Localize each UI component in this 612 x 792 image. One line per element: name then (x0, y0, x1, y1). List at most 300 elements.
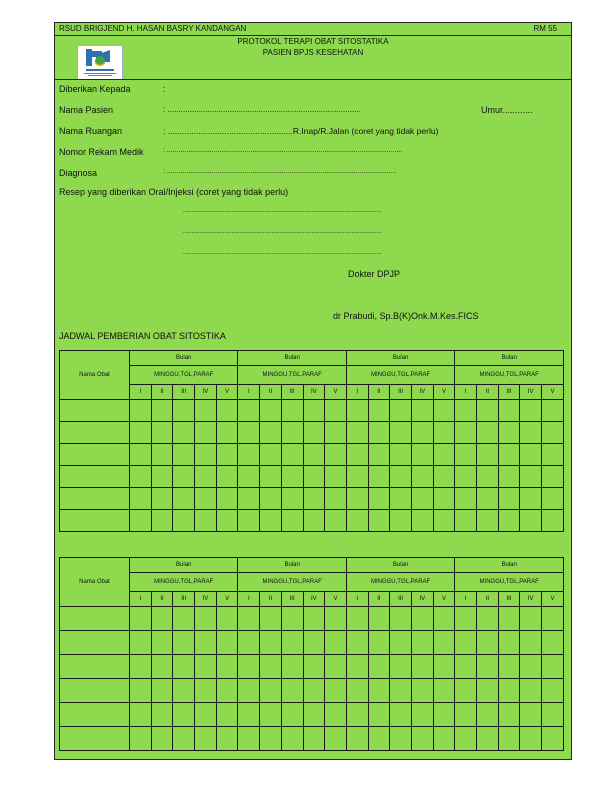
week-entry-cell[interactable] (520, 444, 542, 466)
week-entry-cell[interactable] (195, 400, 217, 422)
week-entry-cell[interactable] (455, 400, 477, 422)
week-entry-cell[interactable] (346, 488, 368, 510)
week-entry-cell[interactable] (216, 727, 238, 751)
week-entry-cell[interactable] (433, 400, 455, 422)
week-iii: III (390, 592, 412, 607)
week-entry-cell[interactable] (411, 400, 433, 422)
week-entry-cell[interactable] (216, 679, 238, 703)
doctor-name: dr Prabudi, Sp.B(K)Onk.M.Kes.FICS (333, 311, 479, 321)
week-entry-cell[interactable] (325, 466, 347, 488)
week-entry-cell[interactable] (303, 727, 325, 751)
week-entry-cell[interactable] (498, 422, 520, 444)
week-entry-cell[interactable] (542, 655, 564, 679)
week-entry-cell[interactable] (216, 655, 238, 679)
week-entry-cell[interactable] (368, 679, 390, 703)
week-entry-cell[interactable] (260, 510, 282, 532)
week-entry-cell[interactable] (238, 607, 260, 631)
week-entry-cell[interactable] (195, 631, 217, 655)
week-entry-cell[interactable] (238, 488, 260, 510)
week-entry-cell[interactable] (130, 655, 152, 679)
week-entry-cell[interactable] (346, 400, 368, 422)
bulan-header: Bulan (130, 558, 238, 573)
medication-name-cell[interactable] (60, 631, 130, 655)
bulan-header: Bulan (238, 351, 346, 366)
week-entry-cell[interactable] (195, 488, 217, 510)
week-entry-cell[interactable] (195, 444, 217, 466)
week-entry-cell[interactable] (325, 510, 347, 532)
week-entry-cell[interactable] (173, 510, 195, 532)
resep-line-3[interactable]: ....................................................................................................................... (183, 250, 382, 256)
week-entry-cell[interactable] (303, 400, 325, 422)
week-iii: III (173, 592, 195, 607)
week-entry-cell[interactable] (281, 631, 303, 655)
week-entry-cell[interactable] (520, 510, 542, 532)
week-entry-cell[interactable] (542, 679, 564, 703)
medication-name-cell[interactable] (60, 655, 130, 679)
week-entry-cell[interactable] (433, 444, 455, 466)
medication-name-cell[interactable] (60, 466, 130, 488)
week-entry-cell[interactable] (390, 444, 412, 466)
week-iv: IV (195, 592, 217, 607)
week-entry-cell[interactable] (433, 703, 455, 727)
week-entry-cell[interactable] (260, 422, 282, 444)
week-entry-cell[interactable] (411, 466, 433, 488)
week-entry-cell[interactable] (368, 703, 390, 727)
week-entry-cell[interactable] (325, 727, 347, 751)
bulan-header: Bulan (346, 351, 454, 366)
week-entry-cell[interactable] (130, 488, 152, 510)
week-entry-cell[interactable] (303, 607, 325, 631)
week-entry-cell[interactable] (173, 488, 195, 510)
week-entry-cell[interactable] (390, 466, 412, 488)
week-entry-cell[interactable] (498, 703, 520, 727)
week-entry-cell[interactable] (281, 466, 303, 488)
week-entry-cell[interactable] (216, 510, 238, 532)
week-entry-cell[interactable] (498, 607, 520, 631)
week-entry-cell[interactable] (281, 400, 303, 422)
week-entry-cell[interactable] (325, 488, 347, 510)
week-entry-cell[interactable] (455, 510, 477, 532)
week-entry-cell[interactable] (498, 510, 520, 532)
week-entry-cell[interactable] (151, 400, 173, 422)
week-entry-cell[interactable] (260, 655, 282, 679)
week-entry-cell[interactable] (173, 422, 195, 444)
week-entry-cell[interactable] (130, 510, 152, 532)
week-entry-cell[interactable] (260, 703, 282, 727)
week-entry-cell[interactable] (542, 422, 564, 444)
week-entry-cell[interactable] (260, 727, 282, 751)
week-entry-cell[interactable] (433, 422, 455, 444)
week-entry-cell[interactable] (498, 727, 520, 751)
week-entry-cell[interactable] (390, 703, 412, 727)
week-entry-cell[interactable] (238, 727, 260, 751)
week-entry-cell[interactable] (238, 679, 260, 703)
week-entry-cell[interactable] (411, 607, 433, 631)
week-entry-cell[interactable] (455, 488, 477, 510)
week-entry-cell[interactable] (238, 631, 260, 655)
week-v: V (325, 592, 347, 607)
header-divider (55, 79, 571, 80)
medication-name-cell[interactable] (60, 607, 130, 631)
week-entry-cell[interactable] (130, 703, 152, 727)
bulan-header: Bulan (346, 558, 454, 573)
week-entry-cell[interactable] (130, 631, 152, 655)
week-entry-cell[interactable] (411, 655, 433, 679)
week-entry-cell[interactable] (368, 655, 390, 679)
doctor-title: Dokter DPJP (348, 269, 401, 279)
medication-name-cell[interactable] (60, 444, 130, 466)
week-entry-cell[interactable] (477, 488, 499, 510)
week-entry-cell[interactable] (216, 400, 238, 422)
week-ii: II (260, 592, 282, 607)
week-entry-cell[interactable] (325, 444, 347, 466)
week-entry-cell[interactable] (281, 655, 303, 679)
week-entry-cell[interactable] (411, 444, 433, 466)
week-entry-cell[interactable] (368, 631, 390, 655)
week-entry-cell[interactable] (325, 679, 347, 703)
week-entry-cell[interactable] (281, 607, 303, 631)
week-entry-cell[interactable] (368, 444, 390, 466)
week-entry-cell[interactable] (390, 631, 412, 655)
week-entry-cell[interactable] (216, 631, 238, 655)
week-entry-cell[interactable] (151, 510, 173, 532)
week-entry-cell[interactable] (151, 466, 173, 488)
week-entry-cell[interactable] (520, 655, 542, 679)
week-entry-cell[interactable] (195, 679, 217, 703)
umur-field[interactable]: Umur............ (481, 105, 533, 115)
week-entry-cell[interactable] (260, 400, 282, 422)
medication-name-cell[interactable] (60, 400, 130, 422)
week-entry-cell[interactable] (477, 400, 499, 422)
week-entry-cell[interactable] (542, 466, 564, 488)
week-entry-cell[interactable] (281, 422, 303, 444)
week-entry-cell[interactable] (433, 679, 455, 703)
week-entry-cell[interactable] (390, 679, 412, 703)
week-entry-cell[interactable] (346, 607, 368, 631)
week-entry-cell[interactable] (216, 607, 238, 631)
week-entry-cell[interactable] (173, 679, 195, 703)
week-entry-cell[interactable] (216, 422, 238, 444)
week-entry-cell[interactable] (346, 679, 368, 703)
week-entry-cell[interactable] (130, 400, 152, 422)
week-entry-cell[interactable] (520, 466, 542, 488)
week-entry-cell[interactable] (433, 655, 455, 679)
week-entry-cell[interactable] (173, 607, 195, 631)
week-entry-cell[interactable] (455, 703, 477, 727)
week-entry-cell[interactable] (368, 466, 390, 488)
week-entry-cell[interactable] (390, 655, 412, 679)
week-entry-cell[interactable] (455, 444, 477, 466)
week-entry-cell[interactable] (390, 422, 412, 444)
week-entry-cell[interactable] (477, 631, 499, 655)
week-entry-cell[interactable] (260, 466, 282, 488)
week-entry-cell[interactable] (260, 488, 282, 510)
week-entry-cell[interactable] (455, 607, 477, 631)
week-entry-cell[interactable] (151, 607, 173, 631)
week-entry-cell[interactable] (455, 422, 477, 444)
week-entry-cell[interactable] (303, 488, 325, 510)
week-entry-cell[interactable] (411, 703, 433, 727)
week-i: I (238, 592, 260, 607)
week-entry-cell[interactable] (390, 400, 412, 422)
week-entry-cell[interactable] (195, 727, 217, 751)
week-entry-cell[interactable] (542, 444, 564, 466)
header-bar (55, 23, 571, 36)
week-entry-cell[interactable] (216, 703, 238, 727)
week-entry-cell[interactable] (260, 631, 282, 655)
week-entry-cell[interactable] (477, 679, 499, 703)
week-entry-cell[interactable] (455, 679, 477, 703)
week-entry-cell[interactable] (151, 631, 173, 655)
week-entry-cell[interactable] (151, 727, 173, 751)
week-iv: IV (520, 385, 542, 400)
week-entry-cell[interactable] (130, 607, 152, 631)
week-entry-cell[interactable] (411, 679, 433, 703)
medication-row (60, 444, 564, 466)
week-entry-cell[interactable] (455, 655, 477, 679)
week-entry-cell[interactable] (130, 727, 152, 751)
week-entry-cell[interactable] (498, 655, 520, 679)
week-entry-cell[interactable] (238, 703, 260, 727)
week-entry-cell[interactable] (368, 488, 390, 510)
week-entry-cell[interactable] (346, 655, 368, 679)
week-entry-cell[interactable] (195, 703, 217, 727)
week-entry-cell[interactable] (325, 631, 347, 655)
week-row (60, 592, 564, 607)
week-entry-cell[interactable] (433, 488, 455, 510)
week-entry-cell[interactable] (303, 631, 325, 655)
week-entry-cell[interactable] (281, 727, 303, 751)
week-entry-cell[interactable] (520, 488, 542, 510)
week-entry-cell[interactable] (520, 631, 542, 655)
week-entry-cell[interactable] (238, 400, 260, 422)
minggu-header: MINGGU,TGL,PARAF (130, 573, 238, 592)
week-entry-cell[interactable] (173, 655, 195, 679)
week-entry-cell[interactable] (411, 422, 433, 444)
week-entry-cell[interactable] (303, 655, 325, 679)
week-entry-cell[interactable] (346, 422, 368, 444)
week-entry-cell[interactable] (455, 631, 477, 655)
week-entry-cell[interactable] (130, 466, 152, 488)
week-entry-cell[interactable] (498, 488, 520, 510)
week-entry-cell[interactable] (216, 488, 238, 510)
week-entry-cell[interactable] (325, 422, 347, 444)
medication-row (60, 466, 564, 488)
week-iv: IV (303, 385, 325, 400)
week-entry-cell[interactable] (520, 422, 542, 444)
week-entry-cell[interactable] (173, 727, 195, 751)
week-entry-cell[interactable] (173, 444, 195, 466)
week-entry-cell[interactable] (151, 679, 173, 703)
bulan-header: Bulan (455, 558, 564, 573)
medication-name-cell[interactable] (60, 679, 130, 703)
week-entry-cell[interactable] (477, 422, 499, 444)
week-entry-cell[interactable] (151, 444, 173, 466)
week-entry-cell[interactable] (173, 703, 195, 727)
week-entry-cell[interactable] (542, 510, 564, 532)
week-entry-cell[interactable] (520, 703, 542, 727)
week-entry-cell[interactable] (195, 466, 217, 488)
week-entry-cell[interactable] (542, 727, 564, 751)
week-entry-cell[interactable] (455, 727, 477, 751)
week-entry-cell[interactable] (520, 727, 542, 751)
week-entry-cell[interactable] (477, 703, 499, 727)
week-entry-cell[interactable] (390, 488, 412, 510)
nama-pasien-field[interactable]: : ....................................................................................... (163, 105, 361, 114)
week-entry-cell[interactable] (498, 444, 520, 466)
week-entry-cell[interactable] (433, 607, 455, 631)
week-entry-cell[interactable] (260, 607, 282, 631)
week-entry-cell[interactable] (130, 444, 152, 466)
week-entry-cell[interactable] (346, 444, 368, 466)
week-entry-cell[interactable] (368, 400, 390, 422)
medication-name-cell[interactable] (60, 422, 130, 444)
week-entry-cell[interactable] (368, 510, 390, 532)
week-entry-cell[interactable] (542, 607, 564, 631)
diagnosa-field[interactable]: : ...................................................................................................................... (163, 168, 397, 175)
week-entry-cell[interactable] (195, 607, 217, 631)
week-entry-cell[interactable] (433, 727, 455, 751)
week-entry-cell[interactable] (130, 679, 152, 703)
week-entry-cell[interactable] (411, 510, 433, 532)
week-entry-cell[interactable] (477, 510, 499, 532)
week-v: V (433, 385, 455, 400)
week-entry-cell[interactable] (238, 510, 260, 532)
week-entry-cell[interactable] (390, 510, 412, 532)
week-entry-cell[interactable] (433, 631, 455, 655)
week-entry-cell[interactable] (411, 631, 433, 655)
week-entry-cell[interactable] (303, 510, 325, 532)
week-entry-cell[interactable] (303, 703, 325, 727)
week-entry-cell[interactable] (325, 655, 347, 679)
minggu-header: MINGGU,TGL,PARAF (130, 366, 238, 385)
week-ii: II (151, 592, 173, 607)
week-entry-cell[interactable] (303, 679, 325, 703)
week-entry-cell[interactable] (173, 466, 195, 488)
week-ii: II (260, 385, 282, 400)
week-entry-cell[interactable] (455, 466, 477, 488)
resep-line-2[interactable]: ....................................................................................................................... (183, 229, 382, 235)
week-entry-cell[interactable] (151, 488, 173, 510)
week-entry-cell[interactable] (498, 631, 520, 655)
week-entry-cell[interactable] (130, 422, 152, 444)
week-entry-cell[interactable] (216, 444, 238, 466)
week-entry-cell[interactable] (411, 727, 433, 751)
week-entry-cell[interactable] (281, 679, 303, 703)
week-entry-cell[interactable] (433, 466, 455, 488)
week-entry-cell[interactable] (260, 444, 282, 466)
medication-row (60, 422, 564, 444)
week-entry-cell[interactable] (498, 679, 520, 703)
week-ii: II (368, 385, 390, 400)
week-entry-cell[interactable] (303, 444, 325, 466)
week-entry-cell[interactable] (498, 400, 520, 422)
medication-row (60, 703, 564, 727)
week-entry-cell[interactable] (411, 488, 433, 510)
medication-name-cell[interactable] (60, 510, 130, 532)
week-entry-cell[interactable] (346, 727, 368, 751)
schedule-table-2 (59, 557, 564, 751)
week-entry-cell[interactable] (260, 679, 282, 703)
medication-name-cell[interactable] (60, 488, 130, 510)
form-sheet (54, 22, 572, 760)
medication-name-cell[interactable] (60, 727, 130, 751)
medication-name-cell[interactable] (60, 703, 130, 727)
week-entry-cell[interactable] (151, 422, 173, 444)
week-entry-cell[interactable] (173, 631, 195, 655)
week-entry-cell[interactable] (477, 607, 499, 631)
week-entry-cell[interactable] (325, 703, 347, 727)
minggu-header: MINGGU,TGL,PARAF (346, 573, 454, 592)
week-entry-cell[interactable] (151, 703, 173, 727)
medication-row (60, 607, 564, 631)
schedule-title: JADWAL PEMBERIAN OBAT SITOSTIKA (59, 331, 226, 341)
week-entry-cell[interactable] (173, 400, 195, 422)
week-entry-cell[interactable] (238, 655, 260, 679)
week-entry-cell[interactable] (238, 444, 260, 466)
week-entry-cell[interactable] (346, 466, 368, 488)
week-entry-cell[interactable] (433, 510, 455, 532)
week-entry-cell[interactable] (325, 400, 347, 422)
week-entry-cell[interactable] (368, 607, 390, 631)
week-entry-cell[interactable] (390, 727, 412, 751)
week-entry-cell[interactable] (238, 422, 260, 444)
week-entry-cell[interactable] (477, 655, 499, 679)
week-iii: III (281, 385, 303, 400)
week-entry-cell[interactable] (303, 466, 325, 488)
medication-row (60, 488, 564, 510)
week-entry-cell[interactable] (195, 655, 217, 679)
week-iv: IV (411, 385, 433, 400)
week-entry-cell[interactable] (281, 444, 303, 466)
week-entry-cell[interactable] (520, 400, 542, 422)
week-entry-cell[interactable] (520, 607, 542, 631)
week-entry-cell[interactable] (542, 400, 564, 422)
week-entry-cell[interactable] (303, 422, 325, 444)
week-entry-cell[interactable] (477, 727, 499, 751)
week-entry-cell[interactable] (368, 727, 390, 751)
rekam-medik-field[interactable]: : ......................................................................................................................... (163, 147, 403, 154)
week-entry-cell[interactable] (346, 703, 368, 727)
week-entry-cell[interactable] (346, 510, 368, 532)
week-entry-cell[interactable] (498, 466, 520, 488)
week-entry-cell[interactable] (195, 510, 217, 532)
week-ii: II (368, 592, 390, 607)
week-entry-cell[interactable] (390, 607, 412, 631)
week-entry-cell[interactable] (368, 422, 390, 444)
week-entry-cell[interactable] (281, 488, 303, 510)
week-entry-cell[interactable] (520, 679, 542, 703)
week-entry-cell[interactable] (238, 466, 260, 488)
resep-line-1[interactable]: ....................................................................................................................... (183, 208, 382, 214)
ruangan-field[interactable]: : .....................................................R.Inap/R.Jalan (coret yang tidak perlu) (163, 126, 439, 136)
week-entry-cell[interactable] (477, 444, 499, 466)
week-entry-cell[interactable] (325, 607, 347, 631)
week-i: I (238, 385, 260, 400)
week-entry-cell[interactable] (281, 703, 303, 727)
week-iii: III (281, 592, 303, 607)
week-entry-cell[interactable] (346, 631, 368, 655)
ruangan-label: Nama Ruangan (59, 126, 123, 136)
week-entry-cell[interactable] (477, 466, 499, 488)
week-entry-cell[interactable] (151, 655, 173, 679)
week-entry-cell[interactable] (542, 703, 564, 727)
week-entry-cell[interactable] (542, 488, 564, 510)
week-entry-cell[interactable] (281, 510, 303, 532)
week-entry-cell[interactable] (195, 422, 217, 444)
week-entry-cell[interactable] (216, 466, 238, 488)
week-entry-cell[interactable] (542, 631, 564, 655)
